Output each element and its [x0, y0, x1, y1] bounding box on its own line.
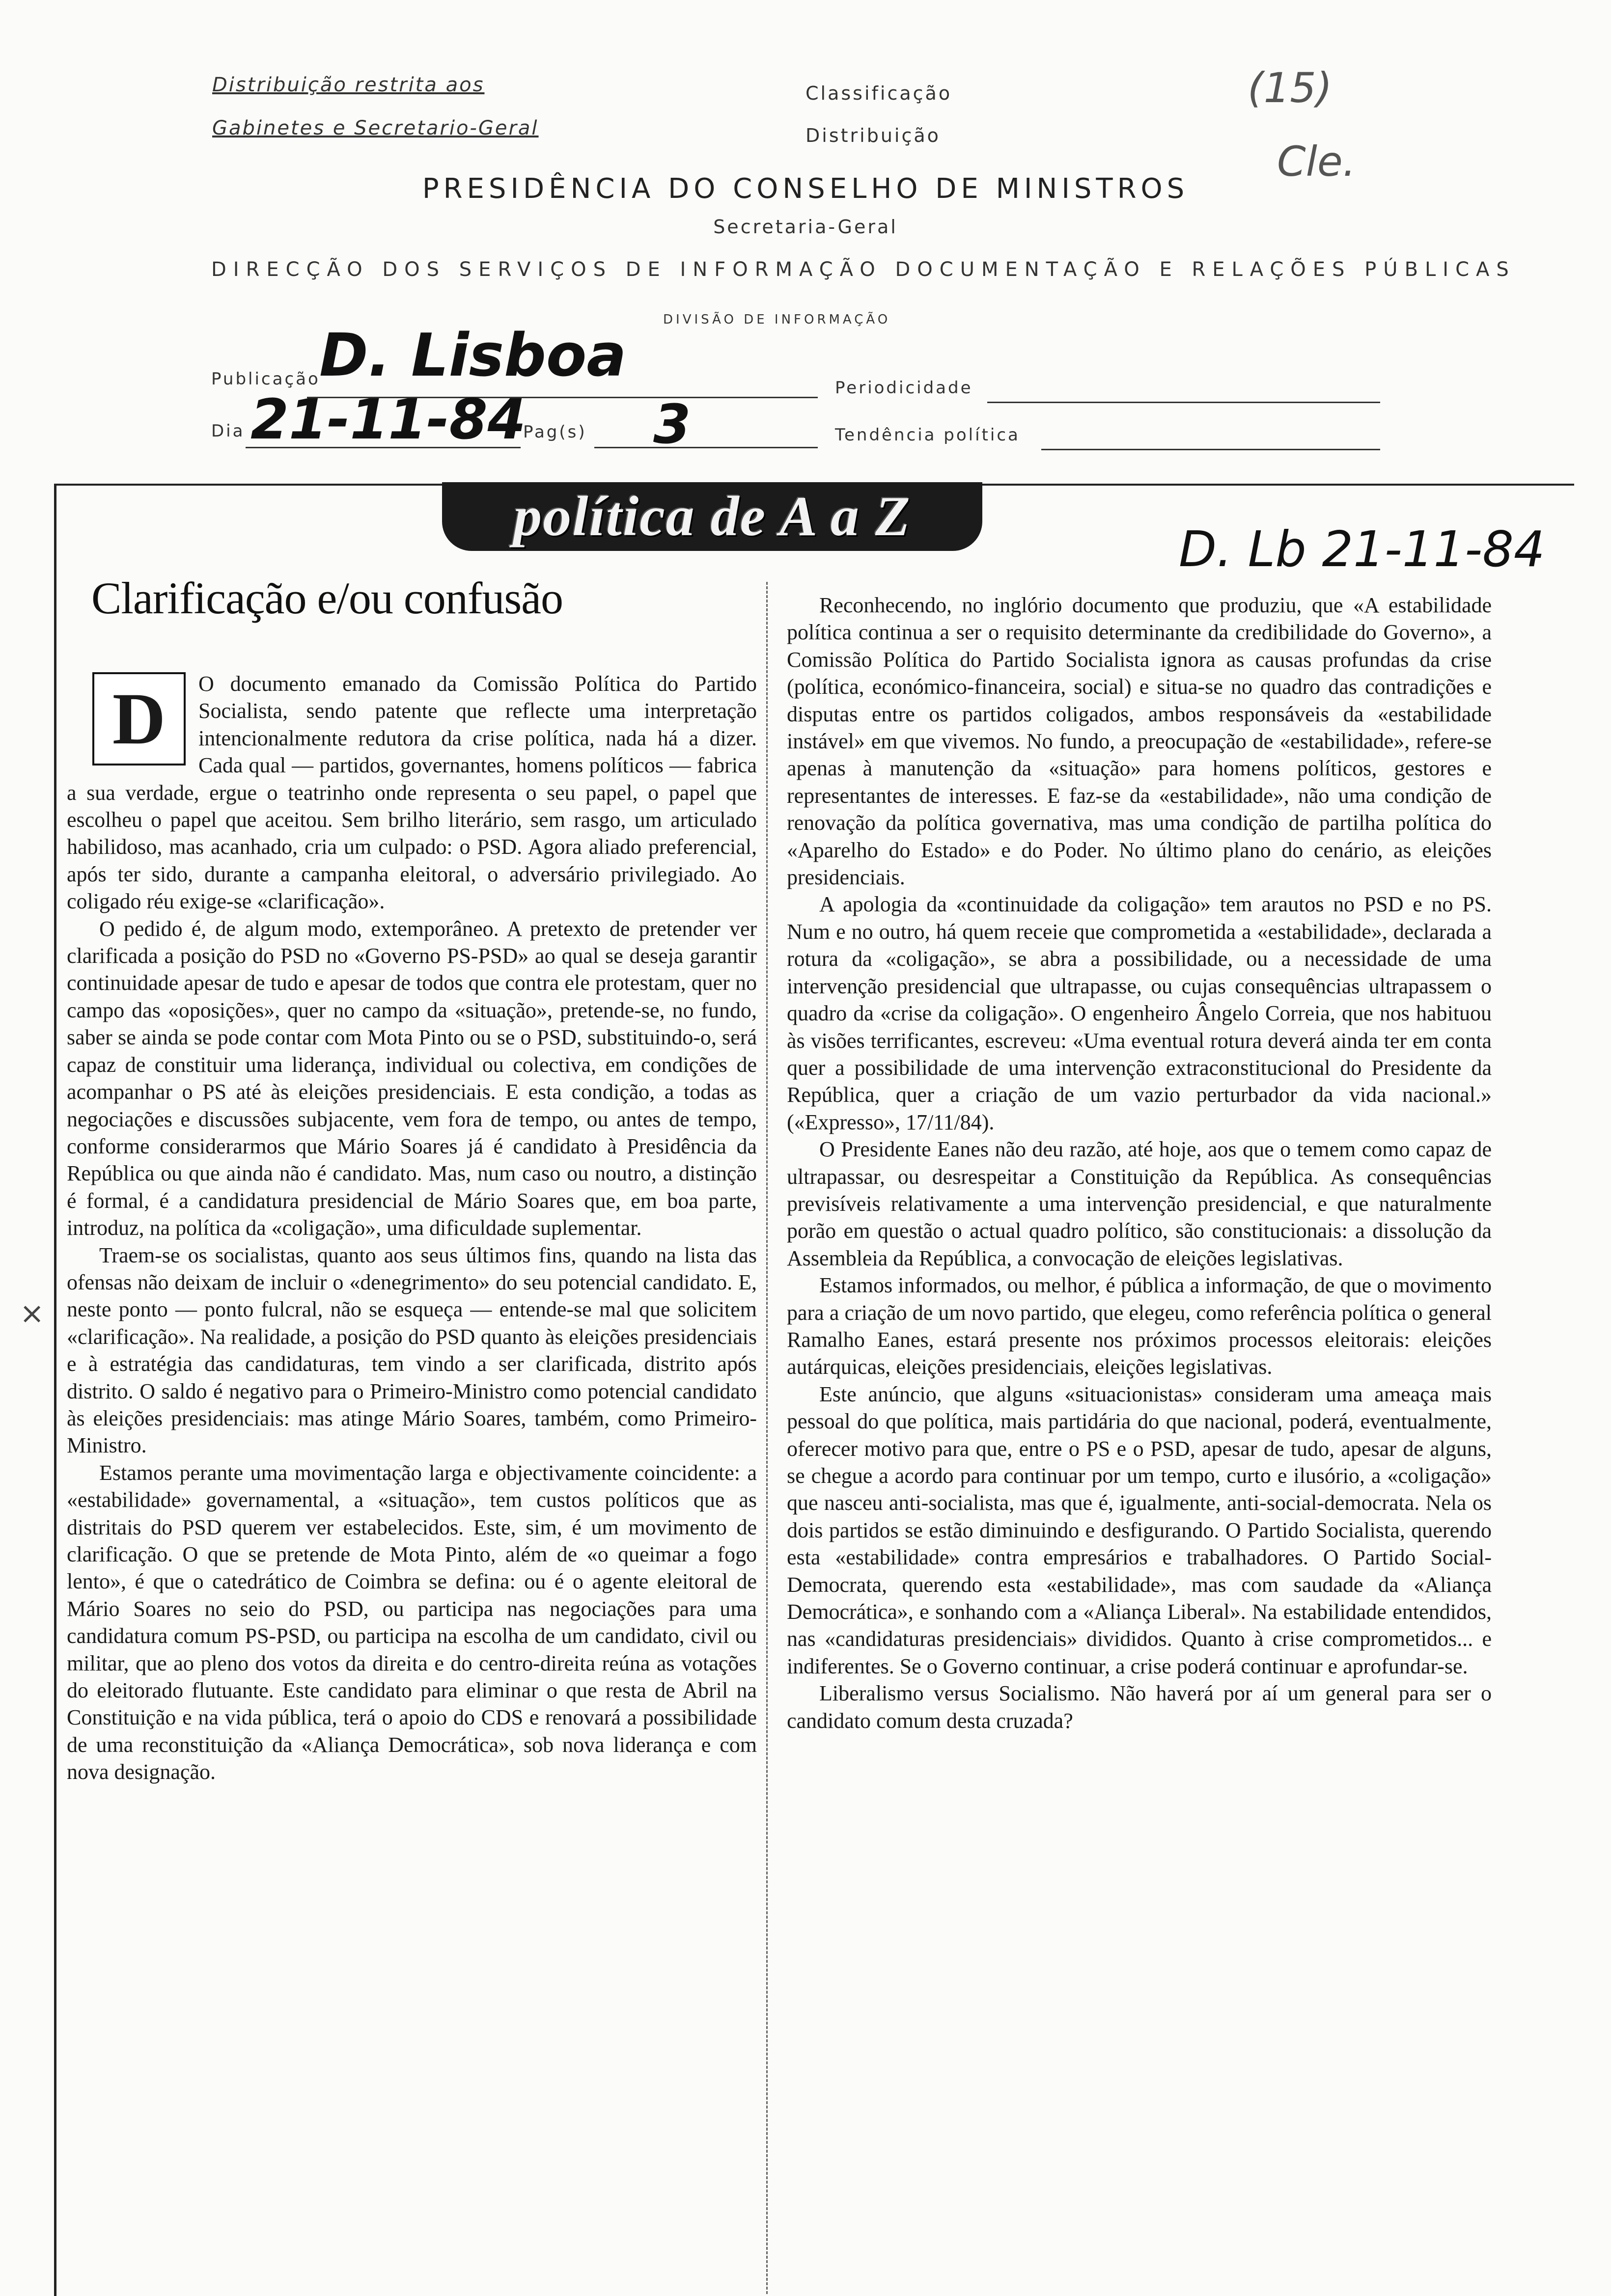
tendency-label: Tendência política [835, 425, 1020, 445]
directorate-title: DIRECÇÃO DOS SERVIÇOS DE INFORMAÇÃO DOCUMENTAÇÃO E RELAÇÕES PÚBLICAS [211, 258, 1516, 281]
article-column-right [787, 592, 1492, 1734]
paragraph: Estamos perante uma movimentação larga e objectivamente coincidente: a «estabilidade» governamental, a «situação», tem custos políticos que as distritais do PSD querem ver estabelecidos. Este, sim, é um movimento de clarificação. O que se pretende de Mota Pinto, além de «o queimar a fogo lento», é que o catedrático de Coimbra se defina: ou é o agente eleitoral de Mário Soares no seio do PSD, ou participa nas negociações para uma candidatura comum PS-PSD, ou participa na escolha de um candidato, civil ou militar, que ao pleno dos votos da direita e do centro-direita reúna as votações do eleitorado flutuante. Este candidato para eliminar o que resta de Abril na Constituição e na vida pública, terá o apoio do CDS e renovará a possibilidade de uma reconstituição da «Aliança Democrática», sob nova liderança e com nova designação. [67, 1460, 757, 1784]
date-value: 21-11-84 [250, 388, 526, 452]
distribution-note-line1: Distribuição restrita aos [212, 74, 485, 96]
paragraph: Estamos informados, ou melhor, é pública a informação, de que o movimento para a criação de um novo partido, que elegeu, como referência política o general Ramalho Eanes, estará presente nos próximos processos eleitorais: eleições autárquicas, eleições presidenciais, eleições legislativas. [787, 1273, 1492, 1379]
column-divider [766, 582, 768, 2294]
article-column-left [67, 670, 757, 1786]
paragraph: Este anúncio, que alguns «situacionistas» consideram uma ameaça mais pessoal do que política, mais partidária do que nacional, poderá, eventualmente, oferecer motivo para que, entre o PS e o PSD, apesar de tudo, apesar de alguns, se chegue a acordo para continuar por um tempo, curto e ilusório, a «coligação» que nasceu anti-socialista, mas que é, igualmente, anti-social-democrata. Nela os dois partidos se estão diminuindo e desfigurando. O Partido Socialista, querendo esta «estabilidade» contra empresários e trabalhadores. O Partido Social-Democrata, querendo esta «estabilidade», mas com saudade da «Aliança Democrática», e sonhando com a «Aliança Liberal». Na estabilidade entendidos, nas «candidaturas presidenciais» divididos. Quanto à crise comprometidos... e indiferentes. Se o Governo continuar, a crise poderá continuar e aprofundar-se. [787, 1382, 1492, 1678]
handwritten-corner-mark-top: (15) [1248, 64, 1333, 112]
drop-cap: D [92, 672, 186, 765]
publication-label: Publicação [211, 369, 320, 389]
section-banner [442, 482, 982, 551]
paragraph: O documento emanado da Comissão Política do Partido Socialista, sendo patente que reflecte uma interpretação intencionalmente redutora da crise política, nada há a dizer. Cada qual — partidos, governantes, homens políticos — fabrica a sua verdade, ergue o teatrinho onde representa o seu papel, o papel que escolheu o papel que aceitou. Sem brilho literário, sem rasgo, um articulado habilidoso, mas acanhado, cria um culpado: o PSD. Agora aliado preferencial, após ter sido, durante a campanha eleitoral, o adversário privilegiado. Ao coligado réu exige-se «clarificação». [67, 672, 757, 914]
paragraph: O pedido é, de algum modo, extemporâneo. A pretexto de pretender ver clarificada a posição do PSD no «Governo PS-PSD» ao qual se deseja garantir continuidade apesar de tudo e apesar de todos que contra ele protestam, quer no campo das «oposições», quer no campo da «situação», pretende-se, no fundo, saber se ainda se pode contar com Mota Pinto ou se o PSD, substituindo-o, será capaz de constituir uma liderança, individual ou colectiva, em condições de acompanhar o PS até às eleições presidenciais. E esta condição, a todas as negociações e discussões subjacente, vem fora de tempo, ou antes de tempo, conforme considerarmos que Mário Soares já é candidato à Presidência da República ou que ainda não é candidato. Mas, num caso ou noutro, a distinção é formal, é a candidatura presidencial de Mário Soares que, em boa parte, introduz, na política da «coligação», uma dificuldade suplementar. [67, 916, 757, 1240]
tendency-line [1041, 449, 1380, 450]
handwritten-stamp: D. Lb 21-11-84 [1179, 520, 1545, 578]
paragraph: Traem-se os socialistas, quanto aos seus últimos fins, quando na lista das ofensas não deixam de incluir o «denegrimento» do seu potencial candidato. E, neste ponto — ponto fulcral, não se esqueça — entende-se mal que solicitem «clarificação». Na realidade, a posição do PSD quanto às eleições presidenciais e à estratégia das candidaturas, tem vindo a ser clarificada, distrito após distrito. O saldo é negativo para o Primeiro-Ministro como potencial candidato às eleições presidenciais: mas atinge Mário Soares, também, como Primeiro-Ministro. [67, 1243, 757, 1458]
paragraph: A apologia da «continuidade da coligação» tem arautos no PSD e no PS. Num e no outro, há quem receie que comprometida a «estabilidade», declarada a rotura da «coligação», se abra a possibilidade, ou a necessidade de uma intervenção presidencial que ultrapasse, ou cujas consequências ultrapassem o quadro da «crise da coligação». O engenheiro Ângelo Correia, que nos habituou às visões terrificantes, escreveu: «Uma eventual rotura deverá ainda ter em conta quer a possibilidade de uma intervenção extraconstitucional do Presidente da República, quer a criação de um vazio perturbador da vida nacional.» («Expresso», 17/11/84). [787, 892, 1492, 1134]
distribution-note-line2: Gabinetes e Secretario-Geral [212, 117, 539, 139]
paragraph: O Presidente Eanes não deu razão, até hoje, aos que o temem como capaz de ultrapassar, ou desrespeitar a Constituição da República. As consequências previsíveis relativamente a uma intervenção presidencial, e que naturalmente porão em questão o actual quadro político, são constitucionais: a dissolução da Assembleia da República, a convocação de eleições legislativas. [787, 1137, 1492, 1270]
presidency-title: PRESIDÊNCIA DO CONSELHO DE MINISTROS [422, 173, 1189, 205]
article-headline: Clarificação e/ou confusão [91, 573, 563, 623]
pages-line [594, 447, 818, 448]
date-label: Dia [211, 421, 245, 441]
secretariat-title: Secretaria-Geral [713, 216, 898, 238]
paragraph: Liberalismo versus Socialismo. Não haverá por aí um general para ser o candidato comum desta cruzada? [787, 1681, 1492, 1733]
periodicity-label: Periodicidade [835, 378, 973, 398]
pages-value: 3 [653, 393, 691, 456]
margin-mark: × [20, 1296, 45, 1331]
section-banner-title: política de A a Z [513, 485, 911, 548]
division-title: DIVISÃO DE INFORMAÇÃO [663, 312, 891, 327]
pages-label: Pag(s) [523, 422, 587, 442]
classification-label: Classificação [806, 82, 952, 104]
distribution-label: Distribuição [806, 125, 941, 146]
paragraph: Reconhecendo, no inglório documento que produziu, que «A estabilidade política continua a ser o requisito determinante da credibilidade do Governo», a Comissão Política do Partido Socialista ignora as causas profundas da crise (política, económico-financeira, social) e situa-se no quadro das contradições e disputas entre os partidos coligados, ambos responsáveis da «estabilidade instável» em que vivemos. No fundo, a preocupação de «estabilidade», refere-se apenas à manutenção da «situação» para homens políticos, gestores e representantes de interesses. E faz-se da «estabilidade», não uma condição de renovação da política governativa, mas uma condição de partilha política do «Aparelho do Estado» e do Poder. No último plano do cenário, as eleições presidenciais. [787, 593, 1492, 890]
publication-value: D. Lisboa [319, 322, 627, 390]
periodicity-line [987, 402, 1380, 403]
handwritten-corner-mark-bottom: Cle. [1277, 137, 1356, 186]
date-line [246, 447, 521, 448]
